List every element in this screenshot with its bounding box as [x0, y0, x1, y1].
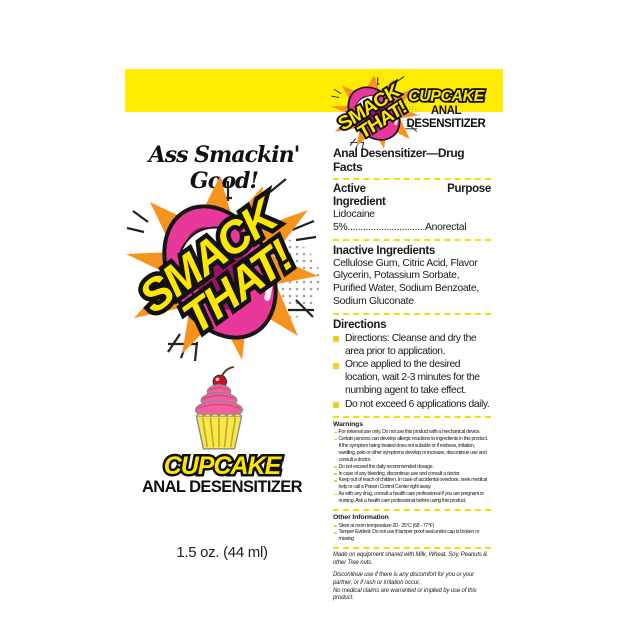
disclaimer-line1: Discontinue use if there is any discomfort for you or your partner, or if rash or irritation occur. — [333, 572, 475, 587]
dash-icon — [334, 473, 337, 474]
directions-list — [333, 333, 491, 412]
dash-icon — [334, 525, 337, 526]
brand-flavor — [402, 85, 490, 105]
warnings-item-text: Keep out of reach of children. In case of accidental overdose, seek medical help or call a Poison Control Center right away. — [338, 477, 487, 491]
disclaimer — [333, 572, 491, 602]
other-information-item — [333, 529, 491, 543]
inactive-ingredients-header: Inactive Ingredients — [333, 244, 436, 257]
flavor-title — [152, 450, 292, 480]
drug-facts-panel — [333, 146, 491, 608]
directions-item — [333, 399, 491, 412]
other-information-header: Other Information — [333, 514, 389, 522]
warnings-item — [333, 491, 491, 505]
directions-item-text: Do not exceed 6 applications daily. — [345, 398, 490, 410]
active-ingredient-header: Active Ingredient — [333, 183, 386, 208]
directions-item — [333, 333, 491, 359]
flavor-title-text: CUPCAKE — [163, 452, 281, 480]
brand-type-line2: DESENSITIZER — [406, 117, 486, 130]
cupcake-icon — [180, 366, 258, 456]
warnings-item-text: Certain persons can develop allergic reactions to ingredients in this product. If the symptom being treated does not subside or if redness, irritation, swelling, pain or other symptoms develop or increase, discontinue use and consult a doctor. — [338, 435, 488, 463]
warnings-item — [333, 429, 491, 436]
warnings-item — [333, 477, 491, 491]
disclaimer-line2: No medical claims are warranted or implied by use of this product. — [333, 587, 477, 602]
warnings-item-text: Do not exceed the daily recommended dosage. — [338, 463, 434, 470]
cupcake-illustration — [180, 366, 258, 456]
other-information-item — [333, 523, 491, 530]
dash-icon — [334, 439, 337, 440]
warnings-header: Warnings — [333, 420, 363, 428]
dash-icon — [334, 494, 337, 495]
purpose-header: Purpose — [447, 183, 491, 195]
warnings-item-text: As with any drug, consult a health care professional if you are pregnant or nursing. Ask a health care professional before using this product. — [338, 491, 484, 505]
smack-that-logo — [120, 168, 320, 368]
yellow-divider — [333, 547, 491, 549]
directions-item — [333, 359, 491, 397]
tagline: Ass Smackin' Good! — [148, 142, 300, 194]
other-information-item-text: Tamper Evident: Do not use if tamper proof seal under cap is broken or missing — [338, 529, 480, 543]
yellow-divider — [333, 509, 491, 511]
allergen-note: Made on equipment shared with Milk, Wheat, Soy, Peanuts & other Tree nuts. — [333, 552, 488, 566]
warnings-list — [333, 429, 491, 505]
active-ingredient-name: Lidocaine — [333, 209, 375, 220]
dash-icon — [334, 480, 337, 481]
smack-that-logo-art — [120, 168, 320, 368]
yellow-divider — [333, 313, 491, 315]
product-type-title: ANAL DESENSITIZER — [141, 478, 302, 496]
dash-icon — [334, 432, 337, 433]
warnings-item-text: For external use only. Do not use this product with a mechanical device. — [338, 429, 481, 436]
bullet-icon — [333, 363, 339, 369]
dosage-line: 5%..............................Anorectal — [333, 221, 467, 233]
bullet-icon — [333, 402, 339, 408]
directions-header: Directions — [333, 318, 387, 331]
bullet-icon — [333, 336, 339, 342]
dash-icon — [334, 532, 337, 533]
warnings-item — [333, 464, 491, 471]
net-contents: 1.5 oz. (44 ml) — [176, 544, 268, 561]
yellow-divider — [333, 416, 491, 418]
warnings-item-text: In case of any bleeding, discontinue use and consult a doctor. — [338, 470, 461, 477]
brand-flavor-text: CUPCAKE — [408, 88, 484, 105]
yellow-divider — [333, 178, 491, 180]
other-information-item-text: Store at room temperature 20 - 25°C (68 - 77°F) — [338, 522, 434, 529]
drug-facts-title: Anal Desensitizer—Drug Facts — [333, 146, 465, 174]
yellow-divider — [333, 239, 491, 241]
other-information-list — [333, 523, 491, 544]
brand-text-block — [402, 85, 490, 130]
active-ingredient-header-row — [333, 183, 491, 209]
dash-icon — [334, 466, 337, 467]
directions-item-text: Once applied to the desired location, wait 2-3 minutes for the numbing agent to take effect. — [345, 359, 480, 396]
warnings-item — [333, 471, 491, 478]
brand-type-line1: ANAL — [430, 105, 462, 117]
warnings-item — [333, 436, 491, 464]
directions-item-text: Directions: Cleanse and dry the area prior to application. — [345, 332, 477, 357]
inactive-ingredients-list: Cellulose Gum, Citric Acid, Flavor Glycerin, Potassium Sorbate, Purified Water, Sodium Benzoate, Sodium Gluconate — [333, 257, 479, 307]
